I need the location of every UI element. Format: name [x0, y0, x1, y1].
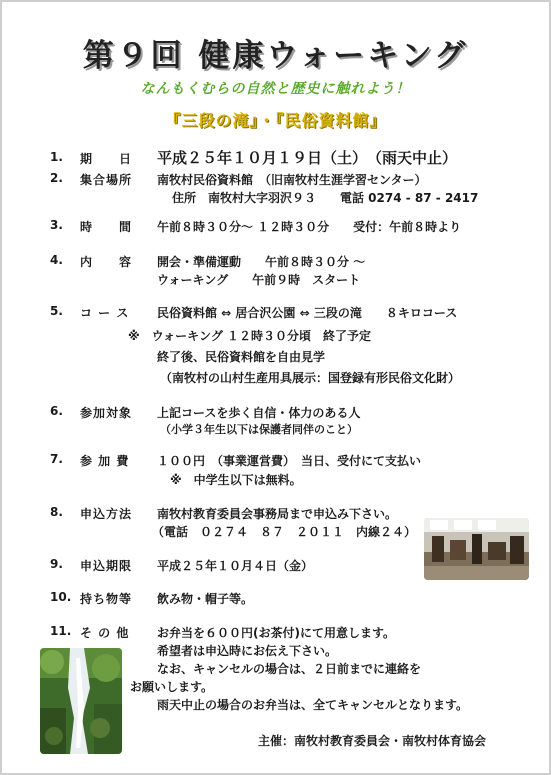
item-label: 内 容 — [80, 255, 133, 269]
item-text: お弁当を６００円(お茶付)にて用意します。 — [157, 626, 396, 640]
item-text: （南牧村の山村生産用具展示：国登録有形民俗文化財） — [160, 371, 461, 385]
item-label: 時 間 — [80, 220, 133, 234]
item-text: （電話 ０２７４ ８７ ２０１１ 内線２４） — [152, 525, 417, 539]
item-number: 4. — [50, 253, 63, 267]
item-number: 10. — [50, 590, 72, 604]
item-label: 申込期限 — [80, 559, 133, 573]
item-label: 参加対象 — [80, 406, 133, 420]
item-number: 9. — [50, 557, 63, 571]
item-label: 集合場所 — [80, 173, 133, 187]
item-text: 終了後、民俗資料館を自由見学 — [157, 350, 326, 364]
item-text: お願いします。 — [130, 680, 214, 694]
item-text: 雨天中止の場合のお弁当は、全てキャンセルとなります。 — [157, 698, 469, 712]
item-number: 8. — [50, 505, 63, 519]
item-text: ウォーキング 午前９時 スタート — [157, 273, 361, 287]
item-label: コ ー ス — [80, 306, 130, 320]
waterfall-photo — [40, 648, 122, 754]
item-text: （小学３年生以下は保護者同伴のこと） — [160, 423, 358, 436]
item-number: 6. — [50, 404, 63, 418]
organizer: 主催：南牧村教育委員会・南牧村体育協会 — [258, 734, 487, 748]
item-label: そ の 他 — [80, 626, 130, 640]
item-label: 持ち物等 — [80, 592, 133, 606]
page-title: 第９回 健康ウォーキング — [82, 38, 469, 74]
item-number: 1. — [50, 150, 63, 164]
item-text: 開会・準備運動 午前８時３０分 ～ — [157, 255, 366, 269]
item-number: 5. — [50, 304, 63, 318]
item-text: 希望者は申込時にお伝え下さい。 — [157, 644, 338, 658]
item-text: ※ ウォーキング １２時３０分頃 終了予定 — [128, 329, 372, 343]
item-text: 住所 南牧村大字羽沢９３ 電話 0274 - 87 - 2417 — [172, 191, 479, 205]
subtitle: なんもくむらの自然と歴史に触れよう！ — [140, 81, 411, 97]
item-text: 午前８時３０分～ １２時３０分 受付：午前８時より — [157, 220, 462, 234]
item-number: 3. — [50, 218, 63, 232]
item-number: 11. — [50, 624, 72, 638]
item-text: なお、キャンセルの場合は、２日前までに連絡を — [157, 662, 422, 676]
item-text: 上記コースを歩く自信・体力のある人 — [157, 406, 361, 420]
item-label: 期 日 — [80, 152, 133, 166]
item-text: 平成２５年１０月４日（金） — [157, 559, 314, 573]
item-text: 民俗資料館 ⇔ 居合沢公園 ⇔ 三段の滝 ８キロコース — [157, 306, 458, 320]
item-text: 飲み物・帽子等。 — [157, 592, 254, 606]
item-text: １００円 （事業運営費） 当日、受付にて支払い — [157, 454, 422, 468]
item-text: 平成２５年１０月１９日（土） （雨天中止） — [157, 149, 458, 167]
item-number: 7. — [50, 452, 63, 466]
item-text: 南牧村民俗資料館 （旧南牧村生涯学習センター） — [157, 173, 427, 187]
museum-photo — [424, 518, 529, 580]
item-text: ※ 中学生以下は無料。 — [170, 473, 302, 487]
item-label: 申込方法 — [80, 507, 133, 521]
item-text: 南牧村教育委員会事務局まで申込み下さい。 — [157, 507, 398, 521]
places-heading: 『三段の滝』・『民俗資料館』 — [164, 111, 387, 130]
item-number: 2. — [50, 171, 63, 185]
item-label: 参 加 費 — [80, 454, 130, 468]
